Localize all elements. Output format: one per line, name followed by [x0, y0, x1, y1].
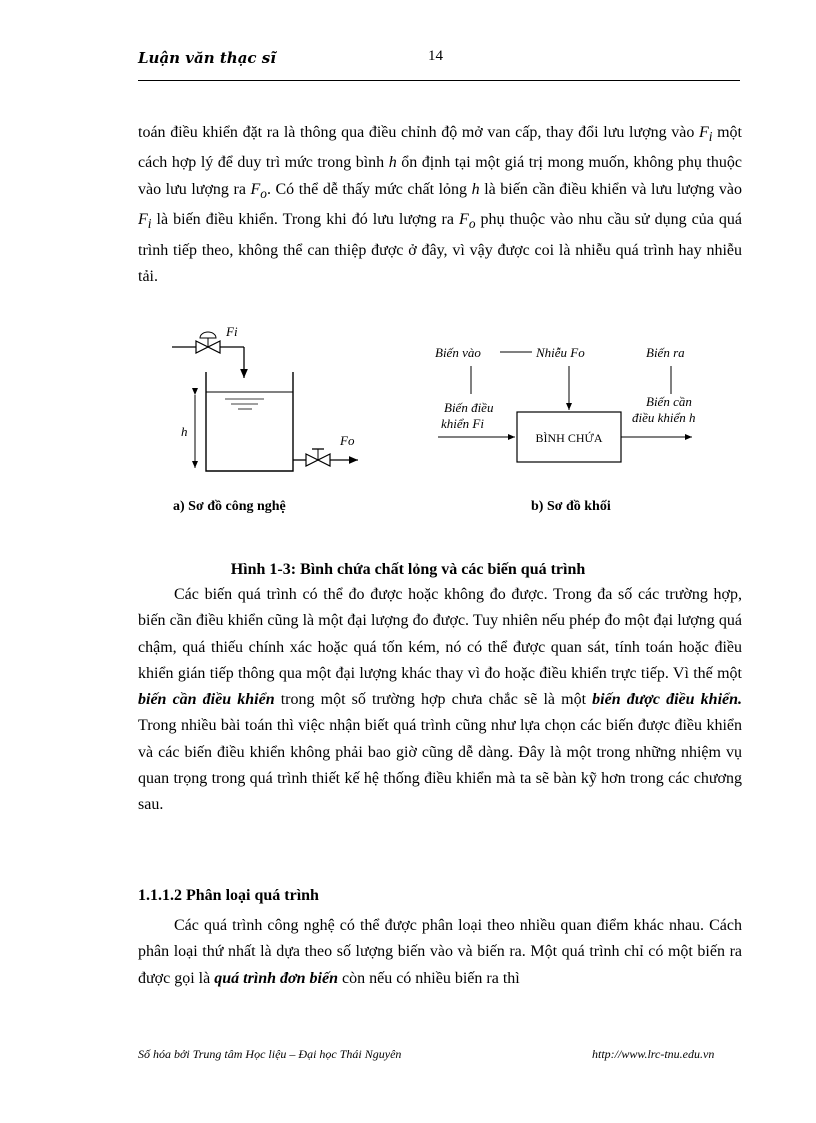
header-rule	[138, 80, 740, 81]
figure-diagram	[138, 318, 718, 498]
figure-title: Hình 1-3: Bình chứa chất lỏng và các biến quá trình	[230, 561, 586, 578]
controlled-label-1: Biến cần	[646, 394, 692, 409]
footer-link[interactable]: http://www.lrc-tnu.edu.vn	[592, 1047, 715, 1061]
tank-diagram	[172, 324, 358, 471]
disturbance-label: Nhiễu Fo	[536, 345, 585, 360]
page-number: 14	[428, 48, 443, 64]
controlled-label-2: điều khiển h	[632, 410, 696, 425]
caption-b: b) Sơ đồ khối	[531, 499, 611, 514]
paragraph-3: Các quá trình công nghệ có thể được phân loại theo nhiều quan điểm khác nhau. Cách phân loại thứ nhất là dựa theo số lượng biến vào và biến ra. Một quá trình chỉ có một biến ra được gọi là quá trình đơn biến còn nếu có nhiều biến ra thì	[138, 917, 742, 987]
paragraph-2: Các biến quá trình có thể đo được hoặc không đo được. Trong đa số các trường hợp, biến cần điều khiển cũng là một đại lượng đo được. Tuy nhiên nếu phép đo một đại lượng quá chậm, quá thiếu chính xác hoặc quá tốn kém, nó có thể được quan sát, tính toán hoặc điều khiển gián tiếp thông qua một đại lượng khác thay vì đo hoặc điều khiển trực tiếp. Vì thế một biến cần điều khiển trong một số trường hợp chưa chắc sẽ là một biến được điều khiển. Trong nhiều bài toán thì việc nhận biết quá trình cũng như lựa chọn các biến được điều khiển và các biến điều khiển không phải bao giờ cũng dễ dàng. Đây là một trong những nhiệm vụ quan trọng trong quá trình thiết kế hệ thống điều khiển mà ta sẽ bàn kỹ hơn trong các chương sau.	[138, 586, 743, 814]
output-label: Biến ra	[646, 345, 685, 360]
tank-block-label: BÌNH CHỨA	[535, 431, 603, 445]
caption-a: a) Sơ đồ công nghệ	[173, 499, 286, 514]
manipulated-label-2: khiển Fi	[441, 416, 484, 431]
inlet-valve-icon	[196, 332, 220, 353]
fi-label: Fi	[226, 324, 238, 339]
manipulated-label-1: Biến điều	[444, 400, 494, 415]
footer-left: Số hóa bởi Trung tâm Học liệu – Đại học Thái Nguyên	[138, 1047, 402, 1061]
outlet-valve-icon	[306, 449, 330, 466]
fo-label: Fo	[340, 433, 355, 448]
block-diagram	[435, 345, 696, 462]
h-label: h	[181, 424, 188, 439]
input-label: Biến vào	[435, 345, 481, 360]
header-title: Luận văn thạc sĩ	[138, 49, 276, 67]
section-heading: 1.1.1.2 Phân loại quá trình	[138, 887, 319, 904]
paragraph-1: toán điều khiển đặt ra là thông qua điều chỉnh độ mở van cấp, thay đổi lưu lượng vào $F_i$ một cách hợp lý để duy trì mức trong bình h ổn định tại một giá trị mong muốn, không phụ thuộc vào lưu lượng ra $F_o$. Có thể dễ thấy mức chất lỏng h là biến cần điều khiển và lưu lượng vào $F_i$ là biến điều khiển. Trong khi đó lưu lượng ra $F_o$ phụ thuộc vào nhu cầu sử dụng của quá trình tiếp theo, không thể can thiệp được ở đây, vì vậy được coi là nhiễu quá trình hay nhiễu tải.	[138, 124, 743, 286]
